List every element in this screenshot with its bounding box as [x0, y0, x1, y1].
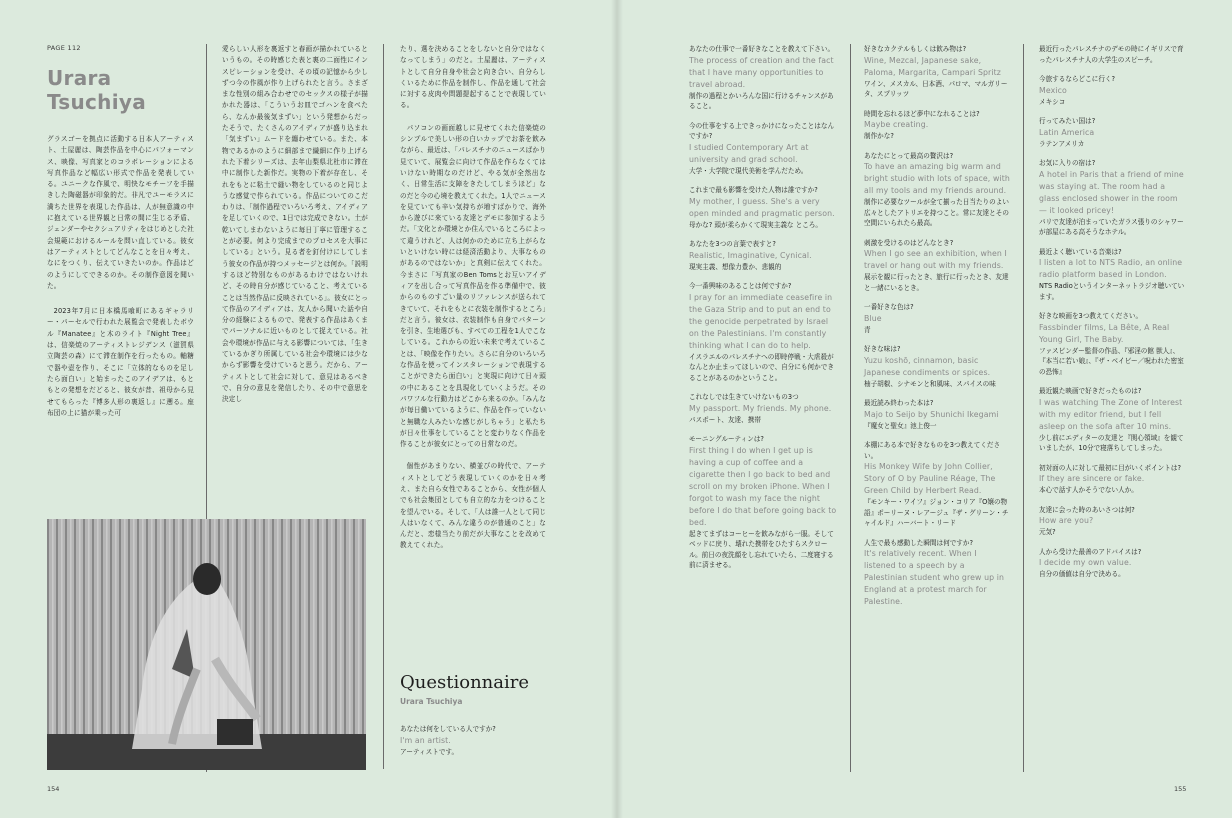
answer-english: Maybe creating. — [864, 120, 929, 129]
answer-english: I was watching The Zone of Interest with my editor friend, but I fell asleep on the sofa after 10 mins. — [1039, 397, 1183, 431]
question-text: 今一番興味のあることは何ですか? — [689, 282, 792, 290]
answer-japanese: NTS Radioというインターネットラジオ聴いています。 — [1039, 282, 1185, 301]
qa-item — [864, 538, 1010, 609]
question-text: 好きな映画を3つ教えてください。 — [1039, 312, 1143, 320]
answer-english: The process of creation and the fact that I have many opportunities to travel abroad. — [689, 55, 834, 89]
answer-english: If they are sincere or fake. — [1039, 474, 1145, 483]
qa-item — [864, 238, 1010, 294]
answer-english: Realistic, Imaginative, Cynical. — [689, 250, 812, 260]
answer-english: Mexico — [1039, 85, 1067, 95]
answer-japanese: パリで友達が泊まっていたガラス張りのシャワーが部屋にある高そうなホテル。 — [1039, 217, 1184, 236]
intro-paragraph: グラスゴーを拠点に活動する日本人アーティスト、土屋麗は、陶芸作品を中心にパフォーマンス、映像、写真家とのコラボレーションによる写真作品など幅広い形式で作品を発表している。ユニークな作風で、明快なモチーフを手描きした陶磁器が印象的だ。非凡でユーモラスに満ちた世界を表現した作品は、人が無意識の中に抱えている世界観と日常の間に生じる矛盾、ジェンダーやセクシュアリティをはじめとした社会規範におけるルールを問い直している。彼女はアーティストとしてどんなことを日々考え、なにをつくり、伝えていきたいのか。作品はどのようにしてできるのか。その制作意図を聞いた。 — [47, 135, 194, 290]
qa-item — [1039, 463, 1187, 496]
answer-japanese: 元気? — [1039, 528, 1056, 536]
artist-name — [47, 66, 146, 114]
answer-japanese: 展示を観に行ったとき、旅行に行ったとき、友達と一緒にいるとき。 — [864, 273, 1009, 292]
answer-english: Majo to Seijo by Shunichi Ikegami — [864, 409, 999, 419]
question-text: 行ってみたい国は? — [1039, 117, 1096, 125]
answer-english: I pray for an immediate ceasefire in the Gaza Strip and to put an end to the genocide perpetrated by Israel on the Palestinians. I'm constantly thinking what I can do to help. — [689, 292, 833, 350]
column-divider — [383, 44, 384, 769]
question-text: 一番好きな色は? — [864, 303, 914, 311]
qa-item — [1039, 116, 1187, 149]
qa-item — [864, 302, 1010, 335]
answer-english: I decide my own value. — [1039, 558, 1132, 567]
answer-english: To have an amazing big warm and bright studio with lots of space, with all my tools and my friends around. — [864, 162, 1010, 195]
answer-english: A hotel in Paris that a friend of mine was staying at. The room had a glass enclosed shower in the room — it looked pricey! — [1039, 169, 1184, 215]
question-text: 今の仕事をする上できっかけになったことはなんですか? — [689, 121, 835, 140]
questionnaire-column-4 — [689, 44, 839, 580]
question-text: モーニングルーティンは? — [689, 435, 764, 443]
qa-item — [689, 434, 839, 571]
questionnaire-title: Questionnaire — [400, 672, 529, 693]
question-text: あなたを3つの言葉で表すと? — [689, 240, 776, 248]
question-text: あなたの仕事で一番好きなことを教えて下さい。 — [689, 45, 835, 53]
qa-item — [864, 440, 1010, 529]
answer-english: Fassbinder films, La Bête, A Real Young Girl, The Baby. — [1039, 322, 1170, 344]
question-text: 好きなカクテルもしくは飲み物は? — [864, 45, 967, 53]
answer-japanese: 自分の価値は自分で決める。 — [1039, 570, 1125, 578]
article-paragraph: 愛らしい人形を裏返すと春画が描かれているというもの。その時感じた表と裏の二面性にインスピレーションを受け、その頃の記憶から少しずつ今の作風が作り上げられたと言う。さまざまな性別の組み合わせでのセックスの様子が描かれた器は、「こういうお皿でゴハンを食べたら、なんか最後気まずい」という発想からだったそうで、たくさんのアイディアが盛り込まれ「気まずい」ムードを纏わせている。また、本物であるかのように細部まで繊細に作り上げられた下着シリーズは、去年山梨県北杜市に滞在中に制作した新作だ。実物の下着が存在し、それをもとに粘土で縫い物をしているのと同じような感覚で作られている。作品についてのこだわりは、「制作過程でいろいろ考え、アイディアを足していくので、1日では完成できない。土が乾いてしまわないように毎日丁寧に管理することが必要。何より完成までのプロセスを大事にしている」という。見る者を釘付けにしてしまう彼女の作品が持つメッセージとは何か。「説明するほど特別なものがあるわけではないけれど、その時自分が感じていること、考えていることは当然作品に反映されている」。彼女にとって作品のアイディアは、友人から聞いた話や自分の経験によるもので、発表する作品はあくまでパーソナルに近いものとして捉えている。社会や環境が作品に与える影響については、「生きているかぎり所属している社会や環境には少なからず影響を受けていると思う。だから、アーティストとして社会に対して、意見はあるべきで、自分の意見を発信したり、その中で意思を決定し — [222, 45, 368, 404]
artist-last-name: Tsuchiya — [47, 90, 147, 114]
question-text: 最近よく聴いている音楽は? — [1039, 247, 1122, 256]
article-column-3 — [400, 44, 546, 563]
qa-item — [689, 121, 839, 177]
answer-english: I'm an artist. — [400, 735, 451, 745]
question-text: これまで最も影響を受けた人物は誰ですか? — [689, 186, 818, 194]
qa-item — [864, 109, 1010, 142]
answer-japanese: ファスビンダー監督の作品、『邪淫の館 獣人』、『本当に若い娘』、『ザ・ベイビー／呪われた密室の恐怖』 — [1039, 346, 1184, 376]
qa-item — [689, 44, 839, 112]
question-text: 最近観た映画で好きだったものは? — [1039, 387, 1142, 395]
answer-english: It's relatively recent. When I listened to a speech by a Palestinian student who grew up in England at a protest march for Palestine. — [864, 549, 1005, 606]
qa-item — [1039, 311, 1187, 377]
article-column-1 — [47, 134, 194, 430]
page-number-left: 154 — [47, 785, 60, 793]
answer-japanese: ラテンアメリカ — [1039, 139, 1085, 148]
qa-item — [1039, 547, 1187, 580]
answer-japanese: 母かな? 頭が柔らかくて現実主義な ところ。 — [689, 220, 822, 229]
article-paragraph: たり、選を決めることをしないと自分ではなくなってしまう」のだと。土屋麗は、アーティストとして自分自身や社会と向き合い、自分らしくいるために作品を制作し、作品を通して社会に対する皮肉や問題提起することで表現している。 — [400, 45, 546, 110]
question-text: あなたは何をしている人ですか? — [400, 725, 496, 733]
portrait-illustration — [47, 519, 366, 770]
question-text: お気に入りの宿は? — [1039, 159, 1096, 167]
questionnaire-subtitle: Urara Tsuchiya — [400, 697, 463, 706]
qa-item — [864, 44, 1010, 100]
questionnaire-column-3 — [400, 724, 546, 766]
article-column-2 — [222, 44, 368, 417]
answer-japanese: 『魔女と聖女』池上俊一 — [864, 421, 937, 430]
answer-japanese: 『モンキー・ワイフ』ジョン・コリア『O嬢の物語』ポーリーヌ・レアージュ『ザ・グリーン・チャイルド』ハーバート・リード — [864, 498, 1009, 527]
answer-japanese: 制作かな? — [864, 132, 894, 140]
questionnaire-column-5 — [864, 44, 1010, 617]
artist-first-name: Urara — [47, 66, 112, 90]
qa-item — [1039, 74, 1187, 107]
answer-japanese: アーティストです。 — [400, 747, 459, 756]
qa-item — [689, 185, 839, 230]
answer-japanese: 青 — [864, 325, 871, 334]
page-gutter — [611, 0, 623, 818]
qa-item — [400, 724, 546, 757]
qa-item — [1039, 44, 1187, 65]
question-text: 今旅するならどこに行く? — [1039, 75, 1116, 83]
qa-item — [1039, 247, 1187, 303]
answer-english: Yuzu koshō, cinnamon, basic Japanese condiments or spices. — [864, 355, 991, 377]
answer-english: Latin America — [1039, 127, 1095, 137]
question-text: 友達に会った時のあいさつは何? — [1039, 505, 1135, 514]
answer-japanese: 現実主義、想像力豊か、悲観的 — [689, 262, 782, 271]
answer-japanese: ワイン、メスカル、日本酒、パロマ、マルガリータ、スプリッツ — [864, 79, 1008, 98]
answer-english: Wine, Mezcal, Japanese sake, Paloma, Margarita, Campari Spritz — [864, 55, 1001, 77]
article-paragraph: 2023年7月に日本橋馬喰町にあるギャラリー・パーセルで行われた展覧会で発表したボウル『Manatee』と木のライト『Night Tree』は、信楽焼のアーティストレジデンス（滋賀県立陶芸の森）にて滞在制作を行ったもの。軸糖で器や壺を作り、そこに「立体的なものを足したら面白い」と始まったこのアイデアは、もともとの発想をだどると、彼女が昔、祖母から見せてもらった『博多人形の裏返し』に遡る。座布団の上に猫が乗った可 — [47, 307, 194, 417]
qa-item — [1039, 386, 1187, 454]
question-text: 刺激を受けるのはどんなとき? — [864, 238, 954, 247]
answer-japanese: 本心で話す人かそうでない人か。 — [1039, 486, 1138, 494]
answer-english: Blue — [864, 313, 882, 323]
answer-japanese: 制作の過程とかいろんな国に行けるチャンスがあること。 — [689, 91, 834, 110]
column-divider — [850, 44, 851, 772]
answer-continued: 最近行ったパレスチナのデモの時にイギリスで育ったパレスチナ人の大学生のスピーチ。 — [1039, 45, 1184, 64]
article-paragraph: パソコンの画面越しに見せてくれた信楽焼のシンプルで美しい形の白いカップでお茶を飲みながら、最近は、「パレスチナのニュースばかり見ていて、展覧会に向けて作品を作らなくてはいけない時期なのだけど、やる気が全然出なく、日常生活に支障をきたしてしまうほど」なのだと今の心境を教えてくれた。1人でニュースを見ていても辛い気持ちが増すばかりで、海外から遊びに来ている友達とデモに参加するようだ。「文化とか環境とか住んでいるところによって違うけれど、人は何かのために立ち上がらないといけない時には経済活動より、大事なものがあるのではないか」と真剣に伝えてくれた。今まさに「写真家のBen Tomsとお互いアイディアを出し合って写真作品を作る準備中で、彼からのものすごい量のリファレンスが送られてきていて、それをもとに衣装を制作するところ」だと言う。彼女は、衣装制作も自身でパターンを引き、生地選びも、すべての工程を1人でこなしている。これからの近い未来で考えていることは、「映像を作りたい。さらに自分のいろいろな作品を使ってインスタレーションで表現することができたら面白い」と実現に向けて日々頭の中にあることを具現化していくようだ。そのパワフルな行動力はどこから来るのか。「みんなが毎日働いているように、作品を作っていないと無職な人みたいな感じがしちゃう」と私たちが日々仕事をしていることと変わりなく作品を作ることが彼女にとっての日常なのだ。 — [400, 123, 546, 449]
question-text: 時間を忘れるほど夢中になれることは? — [864, 109, 980, 118]
question-text: 人から受けた最善のアドバイスは? — [1039, 547, 1142, 556]
questionnaire-column-6 — [1039, 44, 1187, 589]
qa-item — [864, 151, 1010, 229]
qa-item — [689, 239, 839, 272]
answer-japanese: 大学・大学院で現代美術を学んだため。 — [689, 166, 808, 175]
answer-english: My mother, I guess. She's a very open minded and pragmatic person. — [689, 196, 835, 218]
qa-item — [1039, 505, 1187, 538]
answer-japanese: メキシコ — [1039, 97, 1066, 106]
qa-item — [1039, 158, 1187, 238]
artist-photo — [47, 519, 366, 770]
answer-japanese: 少し前にエディターの友達と『関心領域』を観ていましたが、10分で寝落ちしてしまった。 — [1039, 433, 1184, 452]
answer-english: His Monkey Wife by John Collier, Story of O by Pauline Réage, The Green Child by Herbert Read. — [864, 462, 996, 495]
answer-japanese: 起きてまずはコーヒーを飲みながら一服。そしてベッドに戻り、壊れた携帯をひたすらスクロール。前日の夜洗顔をし忘れていたら、二度寝する前に済ませる。 — [689, 529, 834, 569]
question-text: 本棚にある本で好きなものを3つ教えてください。 — [864, 441, 1001, 460]
page-label: PAGE 112 — [47, 44, 81, 52]
answer-english: My passport. My friends. My phone. — [689, 403, 832, 413]
answer-english: When I go see an exhibition, when I travel or hang out with my friends. — [864, 249, 1007, 270]
qa-item — [864, 398, 1010, 431]
page-number-right: 155 — [1174, 785, 1187, 793]
answer-japanese: 制作に必要なツールが全て揃った日当たりのよい広々としたアトリエを持つこと。常に友達とその空間にいられたら最高。 — [864, 198, 1009, 227]
question-text: 人生で最も感動した瞬間は何ですか? — [864, 538, 973, 547]
qa-item — [689, 281, 839, 383]
answer-japanese: 柚子胡椒、シナモンと和風味、スパイスの味 — [864, 379, 996, 388]
answer-japanese: イスラエルのパレスチナへの即時停戦・大虐殺がなんとか止まってほしいので、自分にも何かできることがあるのかということ。 — [689, 352, 834, 382]
answer-english: I listen a lot to NTS Radio, an online radio platform based in London. — [1039, 258, 1183, 279]
question-text: 初対面の人に対して最初に目がいくポイントは? — [1039, 463, 1181, 472]
qa-item — [864, 344, 1010, 389]
answer-english: First thing I do when I get up is having a cup of coffee and a cigarette then I go back to bed and scroll on my broken iPhone. When I forgot to wash my face the night before I do that before going back to bed. — [689, 445, 837, 527]
question-text: あなたにとって最高の贅沢は? — [864, 151, 954, 160]
column-divider — [1023, 44, 1024, 772]
answer-english: How are you? — [1039, 516, 1094, 525]
answer-english: I studied Contemporary Art at university and grad school. — [689, 142, 809, 164]
question-text: これなしでは生きていけないもの3つ — [689, 393, 799, 401]
article-paragraph: 個性があまりない、横並びの時代で、アーティストとしてどう表現していくのかを日々考え、また自ら女性であることから、女性が個人でも社会集団としても自立的な力をつけることを望んでいる。そして、「人は誰一人として同じ人はいなくて、みんな違うのが普通のこと」なんだと、恋様当たり前だが大事なことを改めて教えてくれた。 — [400, 462, 546, 550]
answer-japanese: パスポート、友達、携帯 — [689, 415, 761, 424]
question-text: 最近読み終わった本は? — [864, 399, 934, 407]
question-text: 好きな味は? — [864, 345, 901, 353]
qa-item — [689, 392, 839, 425]
